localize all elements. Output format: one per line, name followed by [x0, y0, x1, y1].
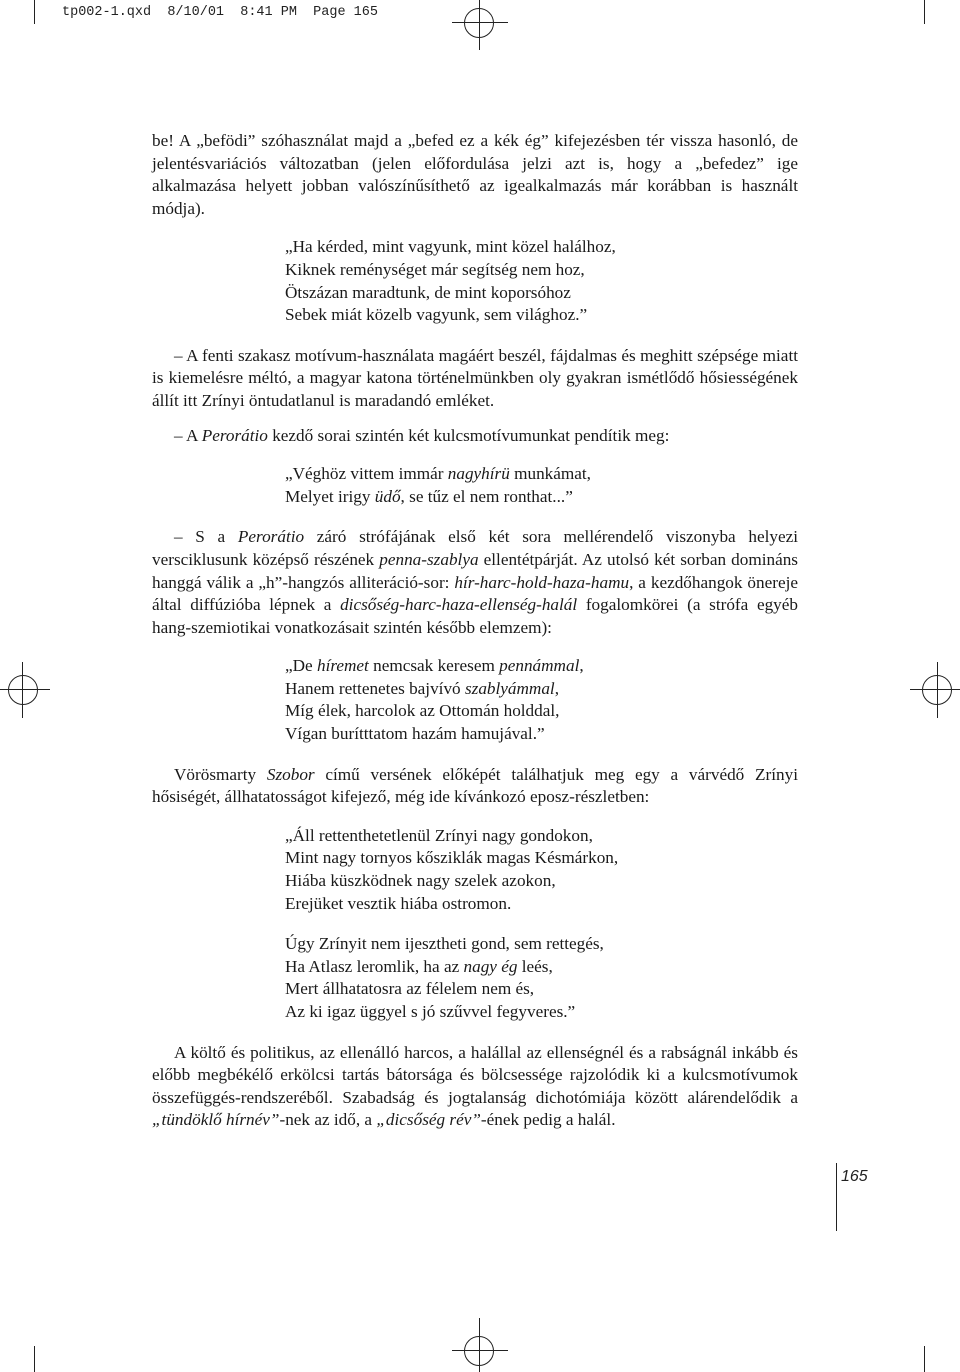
crop-line-top-left — [34, 0, 35, 24]
verse-line: Mint nagy tornyos kősziklák magas Késmárkon, — [285, 848, 619, 868]
crop-line-bottom-left — [34, 1346, 35, 1372]
verse-line: „De híremet nemcsak keresem pennámmal, — [285, 656, 584, 676]
verse-line: Mert állhatatosra az félelem nem és, — [285, 979, 535, 999]
text-run: – A — [174, 425, 202, 445]
registration-mark-left — [0, 662, 50, 718]
registration-mark-right — [910, 662, 960, 718]
verse-line: Ötszázan maradtunk, de mint koporsóhoz — [285, 282, 571, 302]
italic-title: Perorátio — [201, 425, 268, 445]
verse-line: „Véghöz vittem immár nagyhírü munkámat, — [285, 464, 591, 484]
registration-mark-bottom — [452, 1318, 508, 1372]
paragraph-4: – S a Perorátio záró strófájának első két sora mellérendelő viszonyba helyezi versciklusunk középső részének penna-szablya ellentétpárját. Az utolsó két sorban domináns hanggá válik a „h”-hangzós alliteráció-sor: hír-harc-hold-haza-hamu, a kezdőhangok önereje által diffúzióba lépnek a dicsőség-harc-haza-ellenség-halál fogalomkörei (a strófa egyéb hang-szemiotikai vonatkozásait szintén később elemzem): — [152, 527, 798, 637]
verse-line: Hiába küszködnek nagy szelek azokon, — [285, 871, 556, 891]
paragraph-2: – A fenti szakasz motívum-használata magáért beszél, fájdalmas és meghitt szépsége miatt is kiemelésre méltó, a magyar katona történelmünkben oly gyakran ismétlődő hősiességének állít itt Zrínyi öntudatlanul is maradandó emléket. — [152, 345, 798, 410]
verse-line: Míg élek, harcolok az Ottomán holddal, — [285, 701, 560, 721]
verse-1 — [285, 236, 798, 326]
paragraph-1: be! A „befödi” szóhasználat majd a „befed ez a kék ég” kifejezésben tér vissza hasonló, de jelentésvariációs változatban (jelen előfordulása jelzi azt is, hogy a „befedez” ige alkalmazása helyett jobban valószínűsíthető az igealkalmazás már korábban is használt módja). — [152, 131, 798, 218]
verse-4 — [285, 825, 798, 915]
crop-line-bottom-right — [924, 1346, 925, 1372]
print-slug: tp002-1.qxd 8/10/01 8:41 PM Page 165 — [62, 5, 378, 20]
text-run: kezdő sorai szintén két kulcsmotívumunkat pendítik meg: — [267, 425, 670, 445]
verse-line: Az ki igaz üggyel s jó szűvvel fegyveres.” — [285, 1002, 576, 1021]
verse-line: Erejüket vesztik hiába ostromon. — [285, 893, 512, 913]
paragraph-6: A költő és politikus, az ellenálló harcos, a halállal az ellenségnél és a rabságnál inkább és előbb megbékélő erkölcsi tartás bátorsága és bölcsessége rajzolódik ki a kulcsmotívumok összefüggés-rendszeréből. Szabadság és jogtalanság dichotómiája között alárendelődik a „tündöklő hírnév”-nek az idő, a „dicsőség rév”-ének pedig a halál. — [152, 1042, 798, 1130]
registration-mark-top — [452, 0, 508, 50]
verse-line: Sebek miát közelb vagyunk, sem világhoz.” — [285, 305, 588, 325]
verse-line: Melyet irigy üdő, se tűz el nem ronthat...” — [285, 486, 573, 506]
verse-line: Vígan burítttatom hazám hamujával.” — [285, 724, 545, 744]
page-number: 165 — [841, 1168, 868, 1185]
paragraph-3 — [152, 425, 798, 448]
page-number-rule — [836, 1163, 837, 1231]
verse-5 — [285, 933, 798, 1023]
paragraph-5: Vörösmarty Szobor című versének előképét találhatjuk meg egy a várvédő Zrínyi hősiségét, állhatatosságot kifejező, még ide kívánkozó eposz-részletben: — [152, 764, 798, 807]
body-text — [152, 130, 798, 1132]
verse-line: „Ha kérded, mint vagyunk, mint közel halálhoz, — [285, 237, 616, 257]
crop-line-top-right — [924, 0, 925, 24]
verse-3 — [285, 655, 798, 745]
verse-line: Ha Atlasz leromlik, ha az nagy ég leés, — [285, 956, 553, 976]
verse-line: Úgy Zrínyit nem ijesztheti gond, sem rettegés, — [285, 934, 604, 954]
verse-line: Kiknek reménységet már segítség nem hoz, — [285, 259, 585, 279]
verse-2 — [285, 463, 798, 508]
verse-line: „Áll rettenthetetlenül Zrínyi nagy gondokon, — [285, 825, 593, 845]
verse-line: Hanem rettenetes bajvívó szablyámmal, — [285, 678, 559, 698]
